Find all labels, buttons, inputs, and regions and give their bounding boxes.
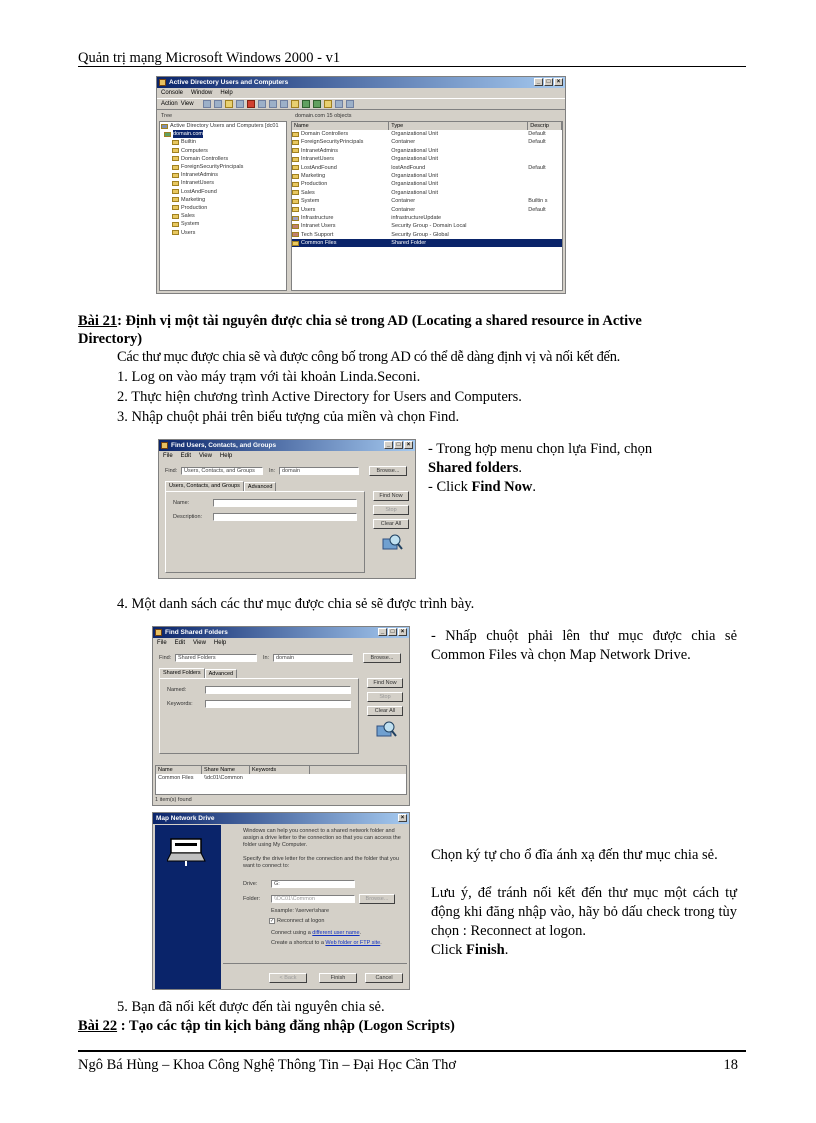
maximize-button[interactable]: □ [544, 78, 553, 86]
objects-list [291, 121, 563, 291]
new-group-icon[interactable] [313, 100, 321, 108]
snapin-icon [161, 124, 168, 129]
tree-item[interactable] [160, 155, 286, 163]
list-item-type: Security Group - Global [391, 231, 449, 238]
new-user-icon[interactable] [302, 100, 310, 108]
in-label: In: [263, 655, 270, 661]
find-users-title: Find Users, Contacts, and Groups [171, 442, 277, 449]
search-magnifier-icon [381, 533, 403, 553]
list-item-name-text: Production [301, 181, 328, 188]
column-share-name[interactable]: Share Name [202, 766, 250, 774]
object-icon [292, 224, 299, 229]
list-item-name-text: Domain Controllers [301, 131, 349, 137]
find-shared-tabs [159, 669, 237, 678]
list-item-type: Organizational Unit [391, 181, 439, 188]
connect-pre-text: Connect using a [271, 930, 313, 936]
finish-button[interactable]: Finish [319, 973, 357, 983]
map-drive-title: Map Network Drive [156, 815, 215, 822]
list-item-name [292, 130, 389, 138]
list-item[interactable] [292, 155, 562, 163]
list-item-name [292, 239, 389, 247]
list-item-type: infrastructureUpdate [391, 214, 442, 221]
map-drive-titlebar [153, 813, 409, 824]
find-shared-titlebar [153, 627, 409, 638]
create-end-text: . [380, 940, 382, 946]
list-item-description [528, 222, 562, 230]
network-drive-icon [167, 835, 207, 867]
list-item[interactable] [292, 180, 562, 188]
note2-bold: Find Now [471, 479, 533, 495]
tree-item-label: Production [181, 204, 208, 211]
web-folder-link[interactable]: Web folder or FTP site [325, 940, 381, 946]
folder-icon [172, 173, 179, 178]
folder-label: Folder: [243, 896, 261, 902]
tree-item[interactable] [160, 196, 286, 204]
lesson21-step2: 2. Thực hiện chương trình Active Directory for Users and Computers. [117, 389, 522, 405]
list-item-description [528, 214, 562, 222]
object-icon [292, 157, 299, 162]
example-text: Example: \\server\share [271, 908, 330, 914]
find-shared-window [152, 626, 410, 806]
tree-item-label: IntranetUsers [181, 180, 215, 187]
named-label: Named: [167, 687, 187, 693]
browse-button[interactable]: Browse... [369, 466, 407, 476]
list-item[interactable] [292, 239, 562, 247]
lesson21-step3: 3. Nhập chuột phải trên biểu tượng của miền và chọn Find. [117, 409, 460, 425]
list-item-description: Default [528, 131, 546, 137]
list-item-name-text: Marketing [301, 172, 326, 179]
object-icon [292, 174, 299, 179]
find-label: Find: [159, 655, 172, 661]
list-item-name [292, 214, 389, 222]
list-item-description [528, 180, 562, 188]
lesson21-step1: 1. Log on vào máy trạm với tài khoản Linda.Seconi. [117, 369, 421, 385]
list-item-type: Organizational Unit [391, 189, 439, 196]
list-item-description [528, 155, 562, 163]
list-item-description: Default [528, 206, 546, 213]
list-item[interactable] [292, 172, 562, 180]
note3: - Nhấp chuột phải lên thư mục được chia sẻ Common Files và chọn Map Network Drive. [431, 628, 737, 663]
list-item-name [292, 197, 389, 205]
aduc-titlebar [157, 77, 565, 88]
tree-item-label: System [181, 221, 200, 228]
object-icon [292, 165, 299, 170]
object-icon [292, 232, 299, 237]
status-bar: 1 item(s) found [155, 797, 192, 803]
menu-edit[interactable]: Edit [180, 453, 192, 459]
list-item-name-text: LostAndFound [301, 164, 337, 171]
note4c-bold: Finish [466, 942, 505, 958]
list-item-type: Container [391, 198, 416, 205]
lesson21-step4: 4. Một danh sách các thư mục được chia sẻ sẽ được trình bày. [117, 596, 475, 612]
note1-end: . [518, 460, 522, 476]
column-name[interactable]: Name [292, 122, 389, 130]
list-item-type: Organizational Unit [391, 156, 439, 163]
list-item-name [292, 147, 389, 155]
find-type-select[interactable]: Shared Folders [175, 654, 257, 662]
aduc-menubar [157, 88, 565, 98]
tree-item-label: Builtin [181, 139, 196, 146]
list-item-type: Organizational Unit [391, 172, 439, 179]
tree-item-label: Sales [181, 213, 195, 220]
list-item[interactable] [292, 130, 562, 138]
object-icon [292, 216, 299, 221]
tree-item[interactable] [160, 130, 286, 138]
list-item-name [292, 138, 389, 146]
create-shortcut [271, 940, 382, 946]
list-header [292, 122, 562, 130]
list-item-type: lostAndFound [391, 164, 426, 171]
list-item[interactable] [292, 138, 562, 146]
list-item-name [292, 189, 389, 197]
results-header [156, 766, 406, 774]
tree-item[interactable] [160, 220, 286, 228]
export-icon[interactable] [280, 100, 288, 108]
different-user-link[interactable]: different user name [312, 930, 360, 936]
list-item-name [292, 155, 389, 163]
wizard-description: Windows can help you connect to a shared network folder and assign a drive letter to the connection so that you can access the folder using My Computer. [243, 828, 401, 848]
reconnect-option[interactable] [269, 918, 324, 924]
find-now-button[interactable]: Find Now [367, 678, 403, 688]
folder-icon [172, 181, 179, 186]
wizard-instruction: Specify the drive letter for the connection and the folder that you want to connect to: [243, 856, 399, 869]
back-button[interactable]: < Back [269, 973, 307, 983]
list-item-name-text: Intranet Users [301, 223, 336, 230]
folder-icon [172, 214, 179, 219]
drive-select[interactable]: G: [271, 880, 355, 888]
reconnect-label: Reconnect at logon [277, 918, 325, 924]
tree-item[interactable] [160, 228, 286, 236]
stop-button[interactable]: Stop [367, 692, 403, 702]
tree-item-label: Users [181, 229, 196, 236]
list-item-name-text: IntranetAdmins [301, 147, 338, 154]
list-item-name-text: Tech Support [301, 231, 334, 238]
list-item[interactable] [292, 214, 562, 222]
list-item-description [528, 231, 562, 239]
create-pre-text: Create a shortcut to a [271, 940, 326, 946]
in-select[interactable]: domain [273, 654, 353, 662]
object-icon [292, 199, 299, 204]
list-item-description [528, 189, 562, 197]
list-item-name [292, 172, 389, 180]
note2 [428, 478, 736, 497]
menu-edit[interactable]: Edit [174, 640, 186, 646]
lesson21-title: : Định vị một tài nguyên được chia sẻ trong AD (Locating a shared resource in Active [117, 313, 642, 329]
tree-item-label: Domain Controllers [181, 155, 229, 162]
tree-tab[interactable]: Tree [161, 113, 173, 119]
list-item-type: Container [391, 206, 416, 213]
find-now-button[interactable]: Find Now [373, 491, 409, 501]
menu-help[interactable]: Help [219, 453, 233, 459]
tree-item-label: LostAndFound [181, 188, 217, 195]
close-button[interactable]: × [398, 628, 407, 636]
list-item-name [292, 222, 389, 230]
results-list [155, 765, 407, 795]
object-icon [292, 207, 299, 212]
note4c-end: . [504, 942, 509, 958]
tree-item[interactable] [160, 188, 286, 196]
list-item[interactable] [292, 231, 562, 239]
find-shared-menubar [153, 638, 409, 648]
folder-icon [172, 189, 179, 194]
lesson21-heading [78, 312, 746, 330]
find-users-menubar [159, 451, 415, 461]
page-number: 18 [723, 1057, 738, 1073]
list-item[interactable] [292, 147, 562, 155]
domain-icon [164, 132, 171, 137]
help-icon[interactable] [291, 100, 299, 108]
find-users-window [158, 439, 416, 579]
folder-icon [172, 148, 179, 153]
find-shared-title: Find Shared Folders [165, 629, 228, 636]
minimize-button[interactable]: _ [378, 628, 387, 636]
menu-file[interactable]: File [163, 453, 173, 459]
new-ou-icon[interactable] [324, 100, 332, 108]
tree-item[interactable] [160, 204, 286, 212]
list-item[interactable] [292, 206, 562, 214]
connect-end-text: . [359, 930, 362, 936]
minimize-button[interactable]: _ [384, 441, 393, 449]
description-label: Description: [173, 514, 203, 520]
name-input[interactable] [213, 499, 357, 507]
list-item-name [292, 180, 389, 188]
menu-help[interactable]: Help [213, 640, 227, 646]
maximize-button[interactable]: □ [394, 441, 403, 449]
object-icon [292, 148, 299, 153]
find-users-tabs [165, 482, 276, 491]
tab-advanced[interactable]: Advanced [244, 482, 276, 491]
list-item-name-text: Infrastructure [301, 214, 334, 221]
lesson21-step5: 5. Bạn đã nối kết được đến tài nguyên chia sẻ. [117, 999, 385, 1015]
refresh-icon[interactable] [269, 100, 277, 108]
list-item-type: Shared Folder [391, 240, 427, 247]
column-description[interactable]: Descrip [528, 122, 562, 130]
in-select[interactable]: domain [279, 467, 359, 475]
find-users-titlebar [159, 440, 415, 451]
search-magnifier-icon [375, 720, 397, 740]
aduc-window [156, 76, 566, 294]
description-input[interactable] [213, 513, 357, 521]
tree-item-label: ForeignSecurityPrincipals [181, 164, 244, 171]
list-item[interactable] [292, 197, 562, 205]
list-item-name [292, 231, 389, 239]
keywords-input[interactable] [205, 700, 351, 708]
list-item-description [528, 147, 562, 155]
column-keywords[interactable]: Keywords [250, 766, 310, 774]
list-item-type: Security Group - Domain Local [391, 223, 467, 230]
cancel-button[interactable]: Cancel [365, 973, 403, 983]
wizard-divider [223, 963, 407, 964]
up-folder-icon[interactable] [225, 100, 233, 108]
menu-file[interactable]: File [157, 640, 167, 646]
menu-console[interactable]: Console [161, 90, 184, 96]
object-icon [292, 182, 299, 187]
folder-icon [172, 197, 179, 202]
result-share: \\dc01\Common [204, 775, 243, 781]
note4c [431, 941, 737, 960]
tree-item[interactable] [160, 179, 286, 187]
note2-pre: - Click [428, 479, 472, 495]
note4b: Lưu ý, để tránh nối kết đến thư mục một cách tự động khi đăng nhập vào, hãy bỏ dấu check trong tùy chọn : Reconnect at logon. [431, 885, 737, 939]
menu-help[interactable]: Help [220, 90, 233, 96]
list-item-type: Organizational Unit [391, 147, 439, 154]
menu-window[interactable]: Window [191, 90, 213, 96]
list-item-name [292, 206, 389, 214]
folder-icon [172, 205, 179, 210]
filter-icon[interactable] [335, 100, 343, 108]
tab-advanced[interactable]: Advanced [205, 669, 237, 678]
note4a: Chọn ký tự cho ổ đĩa ánh xạ đến thư mục chia sẻ. [431, 847, 718, 863]
tree-item-label: Computers [181, 147, 208, 154]
minimize-button[interactable]: _ [534, 78, 543, 86]
list-item-description [528, 172, 562, 180]
result-row[interactable] [158, 775, 252, 781]
find-icon[interactable] [346, 100, 354, 108]
clear-all-button[interactable]: Clear All [367, 706, 403, 716]
list-caption: domain.com 15 objects [295, 113, 352, 119]
lesson21-number: Bài 21 [78, 313, 118, 329]
tree-item[interactable] [160, 212, 286, 220]
properties-icon[interactable] [258, 100, 266, 108]
find-app-icon [161, 442, 168, 449]
page-header: Quản trị mạng Microsoft Windows 2000 - v1 [78, 51, 746, 67]
tree-item-label: domain.com [173, 131, 203, 138]
list-item-name-text: IntranetUsers [301, 156, 335, 163]
close-button[interactable]: × [404, 441, 413, 449]
in-label: In: [269, 468, 276, 474]
note1-bold: Shared folders [428, 460, 519, 476]
tree-item[interactable] [160, 147, 286, 155]
object-icon [292, 241, 299, 246]
delete-icon[interactable] [247, 100, 255, 108]
aduc-app-icon [159, 79, 166, 86]
menu-view[interactable]: View [180, 101, 194, 107]
drive-label: Drive: [243, 881, 258, 887]
menu-action[interactable]: Action [161, 101, 178, 107]
folder-icon [172, 230, 179, 235]
keywords-label: Keywords: [167, 701, 193, 707]
folder-icon [172, 222, 179, 227]
aduc-title: Active Directory Users and Computers [169, 79, 289, 86]
lesson21-title-cont: Directory) [78, 331, 143, 347]
list-item-description: Default [528, 164, 546, 171]
clear-all-button[interactable]: Clear All [373, 519, 409, 529]
menu-view[interactable]: View [199, 453, 212, 459]
list-item-name-text: Users [301, 206, 316, 213]
note1 [428, 440, 736, 478]
menu-view[interactable]: View [193, 640, 206, 646]
find-app-icon [155, 629, 162, 636]
lesson22-heading [78, 1017, 455, 1035]
note2-end: . [532, 479, 536, 495]
tab-shared-folders[interactable]: Shared Folders [159, 668, 205, 678]
back-icon[interactable] [203, 100, 211, 108]
find-type-select[interactable]: Users, Contacts, and Groups [181, 467, 263, 475]
forward-icon[interactable] [214, 100, 222, 108]
list-item-name-text: Common Files [301, 240, 337, 247]
lesson21-intro: Các thư mục được chia sẽ và được công bố trong AD có thể dễ dàng định vị và nối kết đến. [117, 349, 620, 365]
tree-pane [159, 121, 287, 291]
folder-icon [172, 140, 179, 145]
list-item[interactable] [292, 189, 562, 197]
folder-input[interactable]: \\DC01\Common [271, 895, 355, 903]
list-item-name-text: System [301, 198, 320, 205]
maximize-button[interactable]: □ [388, 628, 397, 636]
object-icon [292, 190, 299, 195]
show-tree-icon[interactable] [236, 100, 244, 108]
find-label: Find: [165, 468, 178, 474]
named-input[interactable] [205, 686, 351, 694]
folder-icon [172, 165, 179, 170]
result-name: Common Files [158, 775, 194, 781]
connect-different-user [271, 930, 361, 936]
footer-author: Ngô Bá Hùng – Khoa Công Nghệ Thông Tin – Đại Học Cần Thơ [78, 1057, 457, 1073]
list-item-name [292, 164, 389, 172]
list-item-name-text: ForeignSecurityPrincipals [301, 139, 364, 146]
list-item-type: Organizational Unit [391, 131, 439, 137]
tree-item-label: Active Directory Users and Computers [dc01 [170, 123, 279, 130]
tab-users-contacts-groups[interactable]: Users, Contacts, and Groups [165, 481, 244, 491]
map-drive-window [152, 812, 410, 990]
tree-item-label: Marketing [181, 196, 206, 203]
aduc-toolbar [157, 98, 565, 110]
close-button[interactable]: × [398, 814, 407, 822]
folder-icon [172, 156, 179, 161]
list-item-name-text: Sales [301, 189, 315, 196]
list-item-type: Container [391, 139, 416, 146]
tree-item[interactable] [160, 171, 286, 179]
name-label: Name: [173, 500, 190, 506]
column-type[interactable]: Type [389, 122, 528, 130]
browse-button[interactable]: Browse... [363, 653, 401, 663]
tree-item[interactable] [160, 163, 286, 171]
column-name[interactable]: Name [156, 766, 202, 774]
list-item-description: Default [528, 139, 546, 146]
list-item[interactable] [292, 164, 562, 172]
browse-button[interactable]: Browse... [359, 894, 395, 904]
object-icon [292, 140, 299, 145]
list-item-description: Builtin s [528, 198, 548, 205]
tree-item-label: IntranetAdmins [181, 172, 218, 179]
reconnect-checkbox[interactable]: ✓ [270, 918, 275, 924]
list-item[interactable] [292, 222, 562, 230]
tree-item[interactable] [160, 122, 286, 130]
lesson22-title: : Tạo các tập tin kịch bảng đăng nhập (Logon Scripts) [117, 1018, 455, 1034]
lesson22-number: Bài 22 [78, 1018, 118, 1034]
stop-button[interactable]: Stop [373, 505, 409, 515]
list-item-description [528, 239, 562, 247]
object-icon [292, 132, 299, 137]
tree-item[interactable] [160, 138, 286, 146]
close-button[interactable]: × [554, 78, 563, 86]
footer-divider [78, 1050, 746, 1052]
note1-line1: - Trong hợp menu chọn lựa Find, chọn [428, 441, 653, 457]
note4c-pre: Click [431, 942, 467, 958]
